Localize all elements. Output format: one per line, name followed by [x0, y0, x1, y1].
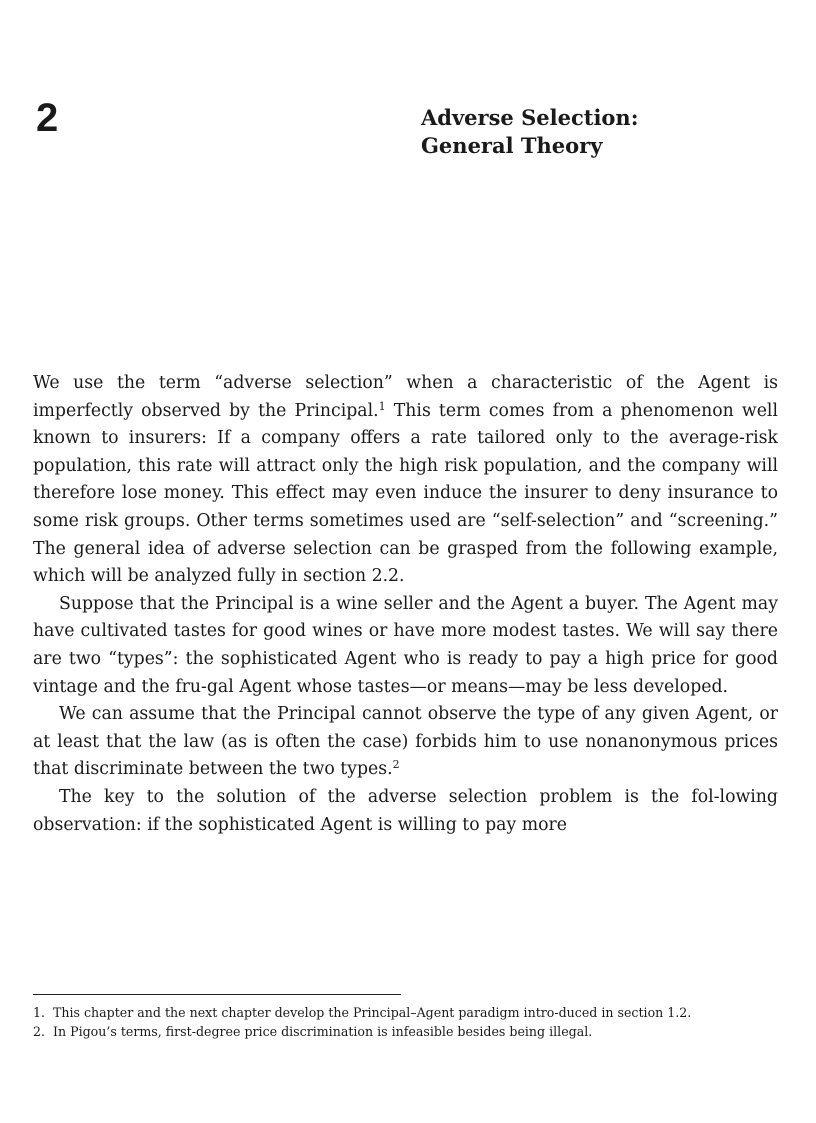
chapter-title-line-1: Adverse Selection: — [421, 105, 639, 130]
footnote-ref-2: 2 — [392, 758, 400, 772]
paragraph-1-text-b: This term comes from a phenomenon well known to insurers: If a company offers a rate tailored only to the average-risk population, this rate will attract only the high risk population, and the company will therefore lose money. This effect may even induce the insurer to deny insurance to some risk groups. Other terms sometimes used are “self-selection” and “screening.” The general idea of adverse selection can be grasped from the following example, which will be analyzed fully in section 2.2. — [33, 400, 778, 587]
footnote-2-number: 2. — [33, 1024, 46, 1039]
paragraph-3 — [33, 701, 778, 784]
chapter-title-line-2: General Theory — [421, 133, 603, 158]
paragraph-3-text-a: We can assume that the Principal cannot observe the type of any given Agent, or at least that the law (as is often the case) forbids him to use nonanonymous prices that discriminate between the two types. — [33, 704, 778, 780]
paragraph-2: Suppose that the Principal is a wine seller and the Agent a buyer. The Agent may have cultivated tastes for good wines or have more modest tastes. We will say there are two “types”: the sophisticated Agent who is ready to pay a high price for good vintage and the fru-gal Agent whose tastes—or means—may be less developed. — [33, 593, 778, 697]
footnotes — [33, 1003, 778, 1041]
footnote-2-text: In Pigou’s terms, first-degree price discrimination is infeasible besides being illegal. — [53, 1024, 593, 1039]
paragraph-4: The key to the solution of the adverse selection problem is the fol-lowing observation: if the sophisticated Agent is willing to pay more — [33, 786, 778, 835]
footnote-1-text: This chapter and the next chapter develop the Principal–Agent paradigm intro-duced in section 1.2. — [53, 1005, 692, 1020]
paragraph-1-text-a: We use the term “adverse selection” when a characteristic of the Agent is imperfectly observed by the Principal. — [33, 373, 778, 421]
body-text — [33, 370, 778, 839]
footnote-1 — [33, 1003, 778, 1022]
paragraph-1 — [33, 370, 778, 591]
footnote-2 — [33, 1022, 778, 1041]
chapter-title — [421, 104, 781, 160]
footnote-divider — [33, 994, 401, 995]
chapter-number: 2 — [36, 96, 59, 140]
footnote-ref-1: 1 — [378, 399, 386, 413]
footnote-1-number: 1. — [33, 1005, 46, 1020]
